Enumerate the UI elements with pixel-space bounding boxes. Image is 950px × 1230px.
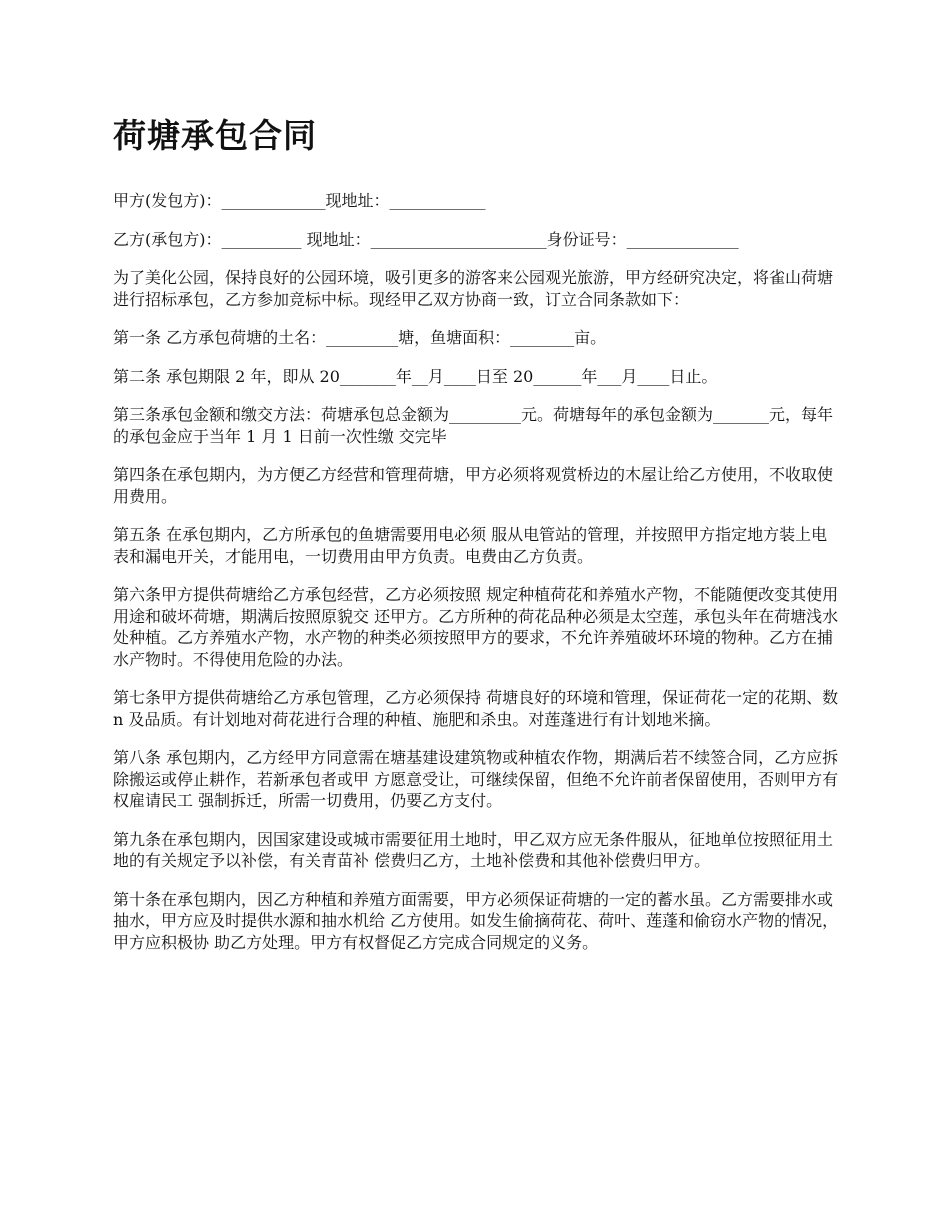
document-page <box>113 112 843 970</box>
article-4: 第四条在承包期内，为方便乙方经营和管理荷塘，甲方必须将观赏桥边的木屋让给乙方使用，不收取使用费用。 <box>113 465 834 506</box>
article-2: 第二条 承包期限 2 年，即从 20_______年__月____日至 20______年___月____日止。 <box>113 366 718 386</box>
party-a-line: 甲方(发包方)：_____________现地址：____________ <box>113 191 486 210</box>
article-5: 第五条 在承包期内，乙方所承包的鱼塘需要用电必须 服从电管站的管理，并按照甲方指定地方装上电表和漏电开关，才能用电，一切费用由甲方负责。电费由乙方负责。 <box>113 525 828 566</box>
intro-paragraph: 为了美化公园，保持良好的公园环境，吸引更多的游客来公园观光旅游，甲方经研究决定，将雀山荷塘进行招标承包，乙方参加竞标中标。现经甲乙双方协商一致，订立合同条款如下： <box>113 268 834 309</box>
article-1: 第一条 乙方承包荷塘的土名：_________塘，鱼塘面积：________亩。 <box>113 328 607 347</box>
party-b-line: 乙方(承包方)：__________ 现地址：______________________身份证号：______________ <box>113 229 739 249</box>
article-7: 第七条甲方提供荷塘给乙方承包管理，乙方必须保持 荷塘良好的环境和管理，保证荷花一定的花期、数 n 及品质。有计划地对荷花进行合理的种植、施肥和杀虫。对莲蓬进行有计划地米摘。 <box>113 688 839 729</box>
article-3: 第三条承包金额和缴交方法：荷塘承包总金额为_________元。荷塘每年的承包金额为_______元，每年的承包金应于当年 1 月 1 日前一次性缴 交完毕 <box>113 405 834 446</box>
document-title: 荷塘承包合同 <box>113 116 317 155</box>
article-6: 第六条甲方提供荷塘给乙方承包经营，乙方必须按照 规定种植荷花和养殖水产物，不能随便改变其使用用途和破坏荷塘，期满后按照原貌交 还甲方。乙方所种的荷花品种必须是太空莲，承包头年在荷塘浅水处种植。乙方养殖水产物，水产物的种类必须按照甲方的要求，不允许养殖破坏环境的物种。乙方在捕水产物时。不得使用危险的办法。 <box>113 585 839 669</box>
article-10: 第十条在承包期内，因乙方种植和养殖方面需要，甲方必须保证荷塘的一定的蓄水虽。乙方需要排水或抽水，甲方应及时提供水源和抽水机给 乙方使用。如发生偷摘荷花、荷叶、莲蓬和偷窃水产物的情况，甲方应积极协 助乙方处理。甲方有权督促乙方完成合同规定的义务。 <box>113 889 839 952</box>
article-9: 第九条在承包期内，因国家建设或城市需要征用土地时，甲乙双方应无条件服从，征地单位按照征用土地的有关规定予以补偿，有关青苗补 偿费归乙方，土地补偿费和其他补偿费归甲方。 <box>113 829 834 870</box>
article-8: 第八条 承包期内，乙方经甲方同意需在塘基建设建筑物或种植农作物，期满后若不续签合同，乙方应拆除搬运或停止耕作，若新承包者或甲 方愿意受让，可继续保留，但绝不允许前者保留使用，否则甲方有权雇请民工 强制拆迁，所需一切费用，仍要乙方支付。 <box>113 748 839 810</box>
